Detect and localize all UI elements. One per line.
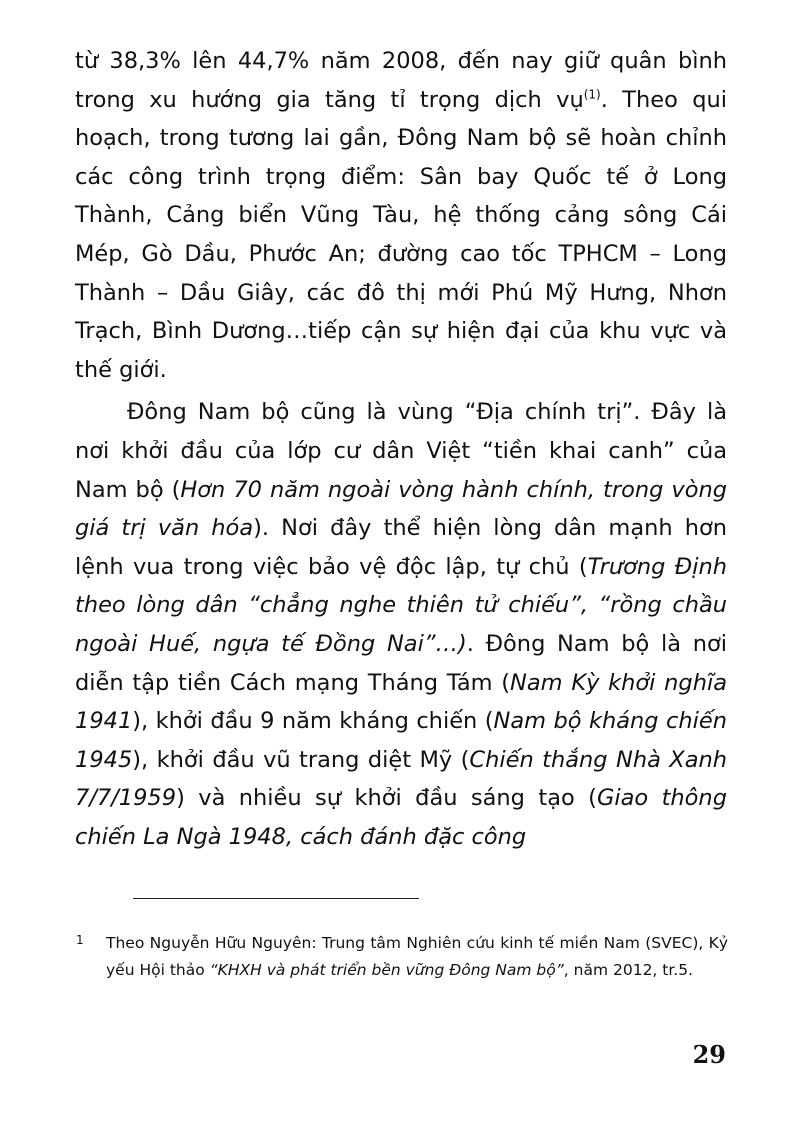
footnote-body [106, 930, 728, 984]
paragraph-1-text: từ 38,3% lên 44,7% năm 2008, đến nay giữ quân bình trong xu hướng gia tăng tỉ trọng dịch vụ [75, 48, 727, 113]
page-number: 29 [692, 1040, 726, 1069]
footnote-suffix: , năm 2012, tr.5. [563, 961, 694, 979]
footnote-divider [133, 898, 419, 899]
p2-italic-6: Giao thông chiến La Ngà 1948, cách đánh đặc công [75, 785, 727, 850]
p2-italic-1: Hơn 70 năm ngoài vòng hành chính, trong vòng giá trị văn hóa [75, 476, 728, 542]
p2-italic-2: Trương Định theo lòng dân “chẳng nghe thiên tử chiếu”, “rồng chầu ngoài Huế, ngựa tế Đồng Nai”…) [75, 553, 727, 657]
p2-text-1: Đông Nam bộ cũng là vùng “Địa chính trị”. Đây là nơi khởi đầu của lớp cư dân Việt “tiền khai canh” của Nam bộ ( [75, 399, 727, 503]
footnote-mark: 1 [76, 933, 84, 947]
footnote-reference: (1) [583, 87, 601, 102]
paragraph-2 [75, 393, 727, 856]
p2-italic-4: Nam bộ kháng chiến 1945 [75, 708, 727, 773]
p2-text-5: ), khởi đầu vũ trang diệt Mỹ ( [132, 746, 470, 773]
paragraph-1 [75, 42, 727, 389]
p2-text-2: ). Nơi đây thể hiện lòng dân mạnh hơn lệnh vua trong việc bảo vệ độc lập, tự chủ ( [75, 515, 728, 580]
footnote-text: Theo Nguyễn Hữu Nguyên: Trung tâm Nghiên cứu kinh tế miền Nam (SVEC), Kỷ yếu Hội thảo [106, 934, 728, 979]
p2-text-6: ) và nhiều sự khởi đầu sáng tạo ( [176, 785, 597, 812]
page-content [75, 42, 727, 856]
p2-italic-5: Chiến thắng Nhà Xanh 7/7/1959 [75, 746, 727, 812]
p2-text-3: . Đông Nam bộ là nơi diễn tập tiền Cách mạng Tháng Tám ( [75, 630, 727, 696]
footnote [76, 930, 728, 984]
p2-italic-3: Nam Kỳ khởi nghĩa 1941 [75, 669, 727, 735]
paragraph-1-text-cont: . Theo qui hoạch, trong tương lai gần, Đông Nam bộ sẽ hoàn chỉnh các công trình trọng điểm: Sân bay Quốc tế ở Long Thành, Cảng biển Vũng Tàu, hệ thống cảng sông Cái Mép, Gò Dầu, Phước An; đường cao tốc TPHCM – Long Thành – Dầu Giây, các đô thị mới Phú Mỹ Hưng, Nhơn Trạch, Bình Dương…tiếp cận sự hiện đại của khu vực và thế giới. [75, 86, 727, 383]
footnote-italic: “KHXH và phát triển bền vững Đông Nam bộ” [209, 961, 564, 979]
p2-text-4: ), khởi đầu 9 năm kháng chiến ( [132, 708, 494, 735]
